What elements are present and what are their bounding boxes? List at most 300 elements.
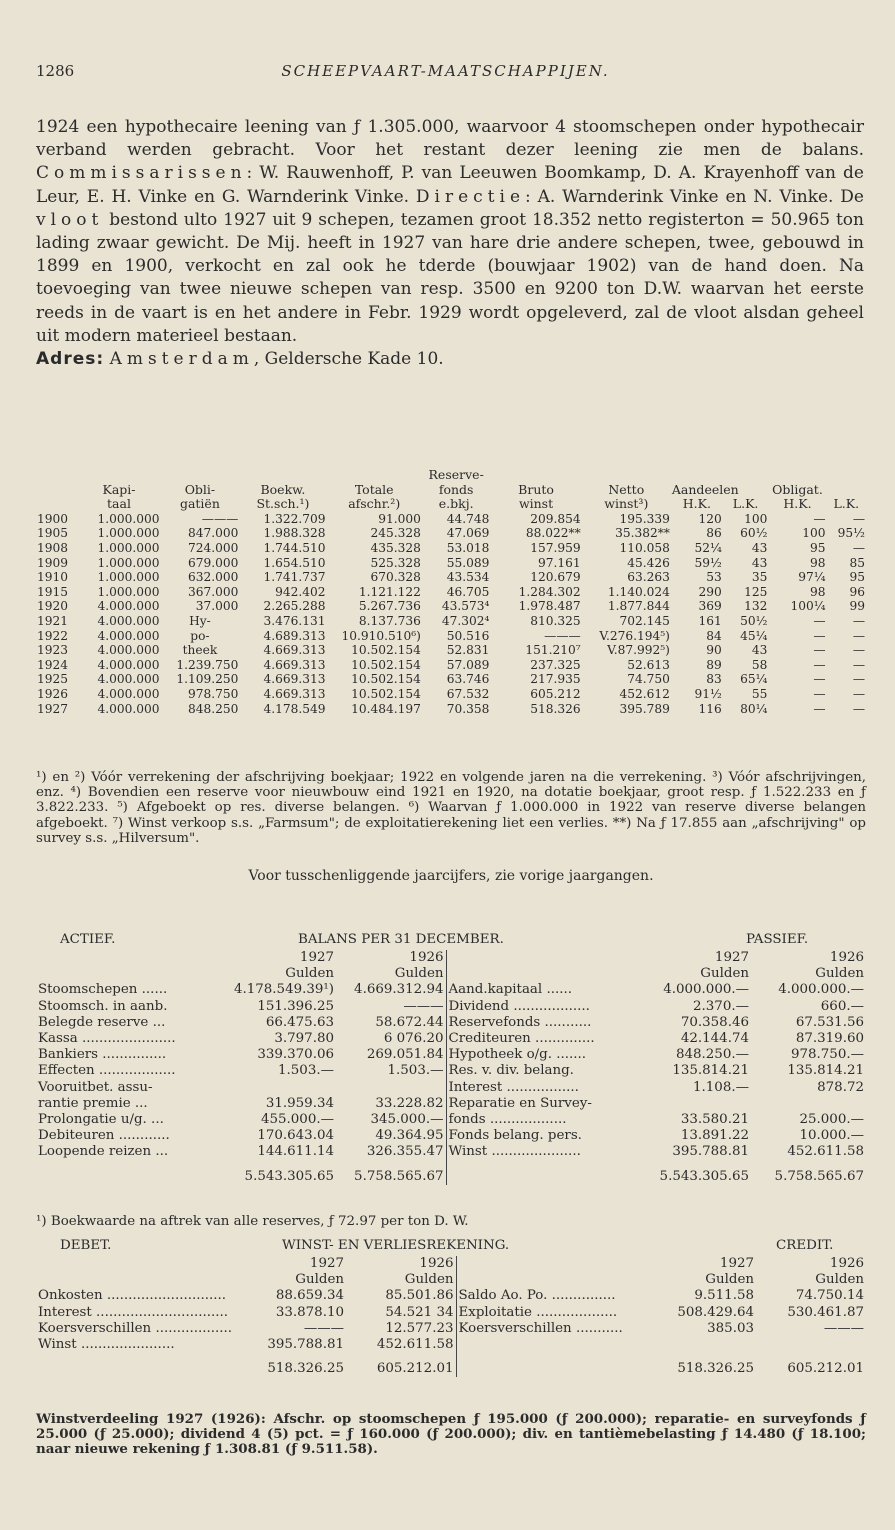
amount-cell: 530.461.87: [787, 1304, 864, 1320]
amount-cell: 58.672.44: [375, 1014, 444, 1030]
running-title: SCHEEPVAART-MAATSCHAPPIJEN.: [281, 62, 610, 80]
balance-row: [36, 1144, 866, 1160]
stats-cell: 1.322.709: [263, 511, 326, 526]
amount-cell: 345.000.—: [370, 1112, 444, 1128]
stats-cell: 395.789: [619, 701, 670, 716]
year-cell: 1905: [37, 526, 69, 541]
intro-text-2: : W. Rauwenhoff, P. van Leeuwen Boomkamp, D. A. Krayenhoff van de Leur, E. H. Vinke en G. Warnderink Vinke.: [36, 163, 864, 207]
stats-cell: —: [852, 672, 865, 687]
stats-cell: 67.532: [446, 686, 490, 701]
stats-cell: —: [852, 686, 865, 701]
stats-cell: 85: [849, 555, 865, 570]
address-line: [36, 348, 864, 371]
year-cell: 1920: [37, 599, 69, 614]
stats-cell: 90: [706, 643, 722, 658]
stats-cell: 88.022**: [525, 526, 581, 541]
account-label: Dividend ..................: [446, 999, 636, 1015]
balance-row: [36, 1031, 866, 1047]
pnl-year-row: [36, 1256, 866, 1272]
spacer: [36, 1161, 226, 1185]
amount-cell: 395.788.81: [267, 1337, 344, 1353]
spacer: [36, 1353, 236, 1377]
stats-cell: 43: [751, 643, 768, 658]
total-cell: 518.326.25: [677, 1361, 754, 1377]
amount-cell: 660.—: [820, 998, 864, 1014]
stats-cell: 367.000: [187, 584, 239, 599]
currency-label: Gulden: [285, 966, 334, 982]
amount-cell: 326.355.47: [366, 1144, 444, 1160]
amount-cell: 151.396.25: [257, 998, 334, 1014]
stats-row: [36, 570, 866, 585]
stats-cell: 10.502.154: [351, 686, 421, 701]
spacer: [36, 1272, 236, 1288]
currency-label: Gulden: [815, 1272, 864, 1288]
stats-cell: 120: [698, 511, 722, 526]
commissarissen-label: Commissarissen: [36, 163, 247, 184]
spacer: [446, 966, 636, 982]
stats-header-cell: St.sch.¹): [256, 496, 310, 512]
amount-cell: 395.788.81: [672, 1144, 749, 1160]
company-description: [36, 116, 864, 371]
stats-header-cell: Aandeelen: [671, 481, 739, 497]
total-cell: 605.212.01: [376, 1361, 454, 1377]
account-label: Loopende reizen ...: [38, 1144, 169, 1160]
amount-cell: 170.643.04: [257, 1128, 334, 1144]
account-label: Stoomschepen ......: [38, 982, 168, 998]
stats-cell: 702.145: [619, 613, 670, 628]
stats-header-cell: gatiën: [179, 496, 220, 512]
year-cell: 1909: [37, 555, 69, 570]
stats-header-cell: Obli-: [184, 481, 216, 497]
stats-header-reserve: [36, 468, 866, 483]
stats-cell: 4.000.000: [97, 686, 160, 701]
amount-cell: 13.891.22: [680, 1128, 749, 1144]
stats-cell: 4.669.313: [263, 686, 326, 701]
stats-cell: —: [813, 672, 826, 687]
stats-header-cell: Totale: [354, 481, 394, 497]
stats-cell: —: [852, 613, 865, 628]
amount-cell: 878.72: [817, 1079, 864, 1095]
stats-cell: 2.265.288: [263, 599, 326, 614]
stats-row: [36, 541, 866, 556]
amount-cell: 455.000.—: [260, 1112, 334, 1128]
balance-table: [36, 950, 866, 1185]
amount-cell: 848.250.—: [675, 1047, 749, 1063]
stats-cell: 43: [751, 540, 768, 555]
stats-cell: 670.328: [370, 570, 421, 585]
stats-cell: 10.502.154: [351, 672, 421, 687]
stats-header-cell: Obligat.: [772, 481, 823, 497]
account-label: Winst .....................: [446, 1144, 636, 1160]
amount-cell: 135.814.21: [672, 1063, 749, 1079]
stats-cell: —: [813, 628, 826, 643]
year-cell: 1921: [37, 613, 69, 628]
account-label: Reservefonds ...........: [446, 1015, 636, 1031]
profit-distribution-text: Winstverdeeling 1927 (1926): Afschr. op stoomschepen ƒ 195.000 (ƒ 200.000); reparatie- en surveyfonds ƒ 25.000 (ƒ 25.000); dividend 4 (5) pct. = ƒ 160.000 (ƒ 200.000); div. en tantièmebelasting ƒ 14.480 (ƒ 18.100; naar nieuwe rekening ƒ 1.308.81 (ƒ 9.511.58).: [36, 1411, 866, 1458]
amount-cell: ———: [403, 998, 444, 1014]
year-cell: 1910: [37, 570, 69, 585]
account-label: Exploitatie ...................: [456, 1305, 646, 1321]
stats-header-cell: L.K.: [833, 496, 860, 512]
stats-cell: 4.000.000: [97, 628, 160, 643]
stats-cell: 89: [706, 657, 722, 672]
address-rest: , Geldersche Kade 10.: [253, 349, 444, 370]
amount-cell: 33.580.21: [680, 1112, 749, 1128]
stats-header-cell: Boekw.: [260, 481, 306, 497]
amount-cell: 67.531.56: [795, 1014, 864, 1030]
amount-cell: 12.577.23: [385, 1320, 454, 1336]
stats-cell: V.87.992⁵): [607, 643, 670, 658]
stats-cell: 96: [849, 584, 865, 599]
stats-cell: 452.612: [619, 686, 670, 701]
stats-header-cell: fonds: [438, 481, 474, 497]
pnl-row: [36, 1305, 866, 1321]
account-label: rantie premie ...: [38, 1095, 148, 1111]
total-cell: 518.326.25: [267, 1361, 344, 1377]
previous-years-note: Voor tusschenliggende jaarcijfers, zie vorige jaargangen.: [248, 868, 654, 884]
amount-cell: 2.370.—: [693, 998, 749, 1014]
stats-cell: 435.328: [370, 540, 421, 555]
passief-heading: PASSIEF.: [746, 932, 809, 947]
yearly-statistics: [36, 468, 866, 716]
amount-cell: 4.178.549.39¹): [233, 982, 334, 998]
balance-row: [36, 1128, 866, 1144]
stats-header-row-1: [36, 483, 866, 498]
stats-cell: 525.328: [370, 555, 421, 570]
stats-cell: 157.959: [530, 540, 581, 555]
year-cell: 1926: [37, 686, 69, 701]
stats-cell: 1.988.328: [263, 526, 326, 541]
amount-cell: 144.611.14: [257, 1144, 334, 1160]
stats-cell: 45¼: [740, 628, 768, 643]
stats-cell: 4.000.000: [97, 672, 160, 687]
stats-cell: 4.689.313: [263, 628, 326, 643]
account-label: Vooruitbet. assu-: [38, 1079, 153, 1095]
stats-cell: 57.089: [446, 657, 490, 672]
amount-cell: 4.000.000.—: [778, 982, 864, 998]
pnl-currency-row: [36, 1272, 866, 1288]
currency-label: Gulden: [705, 1272, 754, 1288]
account-label: Interest .................: [446, 1080, 636, 1096]
stats-cell: 4.000.000: [97, 643, 160, 658]
stats-cell: 4.178.549: [263, 701, 326, 716]
stats-cell: 95½: [837, 526, 865, 541]
total-cell: 5.758.565.67: [354, 1168, 444, 1184]
balance-row: [36, 1080, 866, 1096]
stats-row: [36, 672, 866, 687]
amount-cell: 66.475.63: [265, 1014, 334, 1030]
stats-cell: 209.854: [530, 511, 581, 526]
stats-cell: 10.502.154: [351, 643, 421, 658]
account-label: [456, 1337, 646, 1353]
page-number: 1286: [36, 62, 75, 80]
year-cell: 1924: [37, 657, 69, 672]
stats-row: [36, 599, 866, 614]
stats-cell: 37.000: [195, 599, 239, 614]
stats-cell: 10.484.197: [351, 701, 421, 716]
stats-cell: 60½: [740, 526, 768, 541]
amount-cell: 10.000.—: [799, 1128, 864, 1144]
account-label: Hypotheek o/g. .......: [446, 1047, 636, 1063]
stats-header-row-2: [36, 497, 866, 512]
stats-cell: 1.000.000: [97, 526, 160, 541]
amount-cell: 978.750.—: [790, 1047, 864, 1063]
stats-cell: —: [852, 701, 865, 716]
page-header: [36, 62, 855, 86]
balance-row: [36, 982, 866, 998]
address-city: Amsterdam: [109, 349, 254, 370]
actief-heading: ACTIEF.: [60, 932, 116, 947]
stats-row: [36, 643, 866, 658]
intro-text-1: 1924 een hypothecaire leening van ƒ 1.305.000, waarvoor 4 stoomschepen onder hypothecair verband werden gebracht. Voor het restant dezer leening zie men de balans.: [36, 117, 864, 161]
currency-label: Gulden: [295, 1272, 344, 1288]
stats-cell: 59½: [694, 555, 722, 570]
stats-row: [36, 512, 866, 527]
account-label: Bankiers ...............: [38, 1047, 167, 1063]
amount-cell: 1.503.—: [278, 1063, 334, 1079]
stats-header-cell: H.K.: [783, 496, 812, 512]
amount-cell: 339.370.06: [257, 1047, 334, 1063]
amount-cell: 54.521 34: [385, 1304, 454, 1320]
stats-cell: 4.669.313: [263, 672, 326, 687]
stats-cell: 52.613: [627, 657, 670, 672]
spacer: [456, 1272, 646, 1288]
stats-cell: 942.402: [275, 584, 326, 599]
amount-cell: 4.669.312.94: [354, 982, 444, 998]
account-label: Interest ...............................: [38, 1304, 229, 1320]
stats-cell: 52.831: [446, 643, 490, 658]
spacer: [446, 1161, 636, 1185]
stats-cell: 35.382**: [615, 526, 670, 541]
pnl-title-row: [36, 1238, 866, 1256]
stats-cell: 1.000.000: [97, 584, 160, 599]
pnl-table: [36, 1256, 866, 1377]
stats-cell: 97.161: [538, 555, 581, 570]
amount-cell: ———: [823, 1320, 864, 1336]
account-label: Aand.kapitaal ......: [446, 982, 636, 998]
account-label: Koersverschillen ..................: [38, 1320, 233, 1336]
year-label: 1927: [714, 950, 749, 965]
stats-cell: 70.358: [446, 701, 490, 716]
stats-cell: 98: [810, 584, 826, 599]
stats-cell: 98: [810, 555, 826, 570]
account-label: Stoomsch. in aanb.: [38, 998, 168, 1014]
stats-cell: 44.748: [446, 511, 490, 526]
stats-cell: 978.750: [187, 686, 239, 701]
stats-cell: 848.250: [187, 701, 239, 716]
spacer: [456, 1353, 646, 1377]
amount-cell: 87.319.60: [795, 1031, 864, 1047]
balance-row: [36, 1047, 866, 1063]
stats-cell: 1.741.737: [263, 570, 326, 585]
stats-cell: Hy-: [189, 613, 211, 628]
amount-cell: 385.03: [707, 1320, 754, 1336]
stats-cell: 100¼: [790, 599, 826, 614]
stats-cell: 50½: [740, 613, 768, 628]
stats-row: [36, 702, 866, 717]
balance-year-row: [36, 950, 866, 966]
amount-cell: 135.814.21: [787, 1063, 864, 1079]
amount-cell: 33.878.10: [275, 1304, 344, 1320]
stats-cell: 4.000.000: [97, 701, 160, 716]
stats-cell: 63.263: [627, 570, 670, 585]
stats-header-cell: Bruto: [518, 481, 554, 497]
amount-cell: 49.364.95: [375, 1128, 444, 1144]
pnl-inner: [36, 1238, 866, 1377]
spacer: [446, 950, 636, 966]
total-cell: 5.543.305.65: [244, 1168, 334, 1184]
stats-cell: 237.325: [530, 657, 581, 672]
stats-cell: 50.516: [446, 628, 490, 643]
amount-cell: 31.959.34: [265, 1095, 334, 1111]
account-label: Prolongatie u/g. ...: [38, 1112, 164, 1128]
amount-cell: 42.144.74: [680, 1031, 749, 1047]
stats-cell: 518.326: [530, 701, 581, 716]
stats-header-cell: Kapi-: [102, 481, 136, 497]
stats-cell: 86: [706, 526, 722, 541]
stats-header-cell: H.K.: [682, 496, 711, 512]
stats-cell: 100: [802, 526, 826, 541]
stats-cell: —: [813, 643, 826, 658]
stats-cell: po-: [190, 628, 210, 643]
stats-header-cell: [36, 497, 78, 512]
amount-cell: 33.228.82: [375, 1095, 444, 1111]
balance-row: [36, 999, 866, 1015]
stats-cell: 632.000: [187, 570, 239, 585]
profit-distribution: [36, 1412, 866, 1458]
stats-cell: 1.654.510: [263, 555, 326, 570]
stats-cell: 132: [744, 599, 768, 614]
stats-cell: 45.426: [627, 555, 670, 570]
balance-row: [36, 1063, 866, 1079]
amount-cell: 269.051.84: [366, 1047, 444, 1063]
pnl-heading: WINST- EN VERLIESREKENING.: [282, 1238, 510, 1253]
stats-cell: 116: [698, 701, 722, 716]
year-cell: 1922: [37, 628, 69, 643]
stats-row: [36, 556, 866, 571]
footnotes-text: ¹) en ²) Vóór verrekening der afschrijving boekjaar; 1922 en volgende jaren na die verrekening. ³) Vóór afschrijvingen, enz. ⁴) Bovendien een reserve voor nieuwbouw eind 1921 en 1920, na dotatie boekjaar, groot resp. ƒ 1.522.233 en ƒ 3.822.233. ⁵) Afgeboekt op res. diverse belangen. ⁶) Waarvan ƒ 1.000.000 in 1922 van reserve diverse belangen afgeboekt. ⁷) Winst verkoop s.s. „Farmsum"; de exploitatierekening liet een verlies. **) Na ƒ 17.855 aan „afschrijving" op survey s.s. „Hilversum".: [36, 770, 866, 846]
stats-cell: 605.212: [530, 686, 581, 701]
stats-cell: 1.000.000: [97, 555, 160, 570]
account-label: Reparatie en Survey-: [446, 1096, 636, 1112]
stats-cell: —: [813, 657, 826, 672]
stats-cell: 161: [698, 613, 722, 628]
stats-cell: 43.534: [446, 570, 490, 585]
account-label: Saldo Ao. Po. ...............: [456, 1288, 646, 1304]
year-label: 1926: [829, 950, 864, 965]
stats-header-cell: L.K.: [732, 496, 759, 512]
stats-cell: 679.000: [187, 555, 239, 570]
amount-cell: [636, 1096, 751, 1112]
address-label: Adres:: [36, 349, 105, 370]
spacer: [36, 950, 226, 966]
amount-cell: 70.358.46: [680, 1014, 749, 1030]
stats-row: [36, 658, 866, 673]
total-cell: 5.543.305.65: [659, 1168, 749, 1184]
stats-cell: 100: [744, 511, 768, 526]
stats-cell: 217.935: [530, 672, 581, 687]
total-cell: 605.212.01: [787, 1361, 864, 1377]
reserve-header-top: Reserve-: [428, 467, 484, 482]
stats-cell: 110.058: [619, 540, 670, 555]
amount-cell: 88.659.34: [275, 1288, 344, 1304]
stats-cell: 369: [698, 599, 722, 614]
stats-cell: 195.339: [619, 511, 670, 526]
stats-cell: —: [813, 511, 826, 526]
debet-heading: DEBET.: [60, 1238, 112, 1253]
stats-cell: 1.140.024: [607, 584, 670, 599]
stats-cell: 810.325: [530, 613, 581, 628]
year-cell: 1900: [37, 511, 69, 526]
amount-cell: 1.503.—: [387, 1063, 444, 1079]
stats-cell: ———: [544, 628, 581, 643]
stats-cell: 120.679: [530, 570, 581, 585]
stats-cell: 1.109.250: [176, 672, 239, 687]
pnl-row: [36, 1288, 866, 1304]
year-label: 1927: [719, 1256, 754, 1271]
balance-footnote: ¹) Boekwaarde na aftrek van alle reserves, ƒ 72.97 per ton D. W.: [36, 1214, 469, 1229]
stats-cell: 63.746: [446, 672, 490, 687]
currency-label: Gulden: [394, 966, 444, 982]
stats-cell: 10.910.510⁶): [341, 628, 421, 643]
stats-cell: 95: [849, 570, 865, 585]
stats-cell: 1.239.750: [176, 657, 239, 672]
stats-cell: —: [852, 511, 865, 526]
stats-header-cell: e.bkj.: [438, 496, 474, 512]
account-label: Effecten ..................: [38, 1063, 176, 1079]
stats-cell: 10.502.154: [351, 657, 421, 672]
stats-cell: 91½: [694, 686, 722, 701]
intro-text-4: bestond ulto 1927 uit 9 schepen, tezamen groot 18.352 netto registerton = 50.965 ton lading zwaar gewicht. De Mij. heeft in 1927 van hare drie andere schepen, twee, gebouwd in 1899 en 1900, verkocht en zal ook he tderde (bouwjaar 1902) van de hand doen. Na toevoeging van twee nieuwe schepen van resp. 3500 en 9200 ton D.W. waarvan het eerste reeds in de vaart is en het andere in Febr. 1929 wordt opgeleverd, zal de vloot alsdan geheel uit modern materieel bestaan.: [36, 209, 864, 346]
stats-cell: 847.000: [187, 526, 239, 541]
stats-cell: 43: [751, 555, 768, 570]
stats-cell: 4.000.000: [97, 657, 160, 672]
account-label: Debiteuren ............: [38, 1128, 170, 1144]
stats-cell: 724.000: [187, 540, 239, 555]
stats-cell: 35: [751, 570, 768, 585]
amount-cell: 85.501.86: [385, 1288, 454, 1304]
balance-row: [36, 1015, 866, 1031]
stats-cell: 4.669.313: [263, 643, 326, 658]
account-label: Kassa ......................: [38, 1031, 176, 1047]
account-label: Koersverschillen ...........: [456, 1321, 646, 1337]
amount-cell: [751, 1096, 866, 1112]
total-cell: 5.758.565.67: [774, 1168, 864, 1184]
account-label: Fonds belang. pers.: [446, 1128, 636, 1144]
account-label: fonds ..................: [446, 1112, 636, 1128]
stats-cell: 1.877.844: [607, 599, 670, 614]
stats-header-cell: winst³): [604, 496, 649, 512]
credit-heading: CREDIT.: [776, 1238, 834, 1253]
amount-cell: 4.000.000.—: [663, 982, 749, 998]
stats-cell: 53.018: [446, 540, 490, 555]
amount-cell: 3.797.80: [274, 1031, 334, 1047]
stats-cell: 1.284.302: [518, 584, 581, 599]
stats-cell: theek: [182, 643, 218, 658]
balance-row: [36, 1112, 866, 1128]
stats-header-cell: [36, 483, 78, 498]
account-label: Belegde reserve ...: [38, 1014, 166, 1030]
amount-cell: 452.611.58: [376, 1337, 454, 1353]
amount-cell: [646, 1337, 756, 1353]
vloot-label: vloot: [36, 209, 104, 230]
stats-cell: 290: [698, 584, 722, 599]
pnl-totals-row: [36, 1353, 866, 1377]
stats-cell: 1.121.122: [358, 584, 421, 599]
stats-cell: 65¼: [740, 672, 768, 687]
year-cell: 1923: [37, 643, 69, 658]
year-label: 1926: [409, 950, 444, 965]
